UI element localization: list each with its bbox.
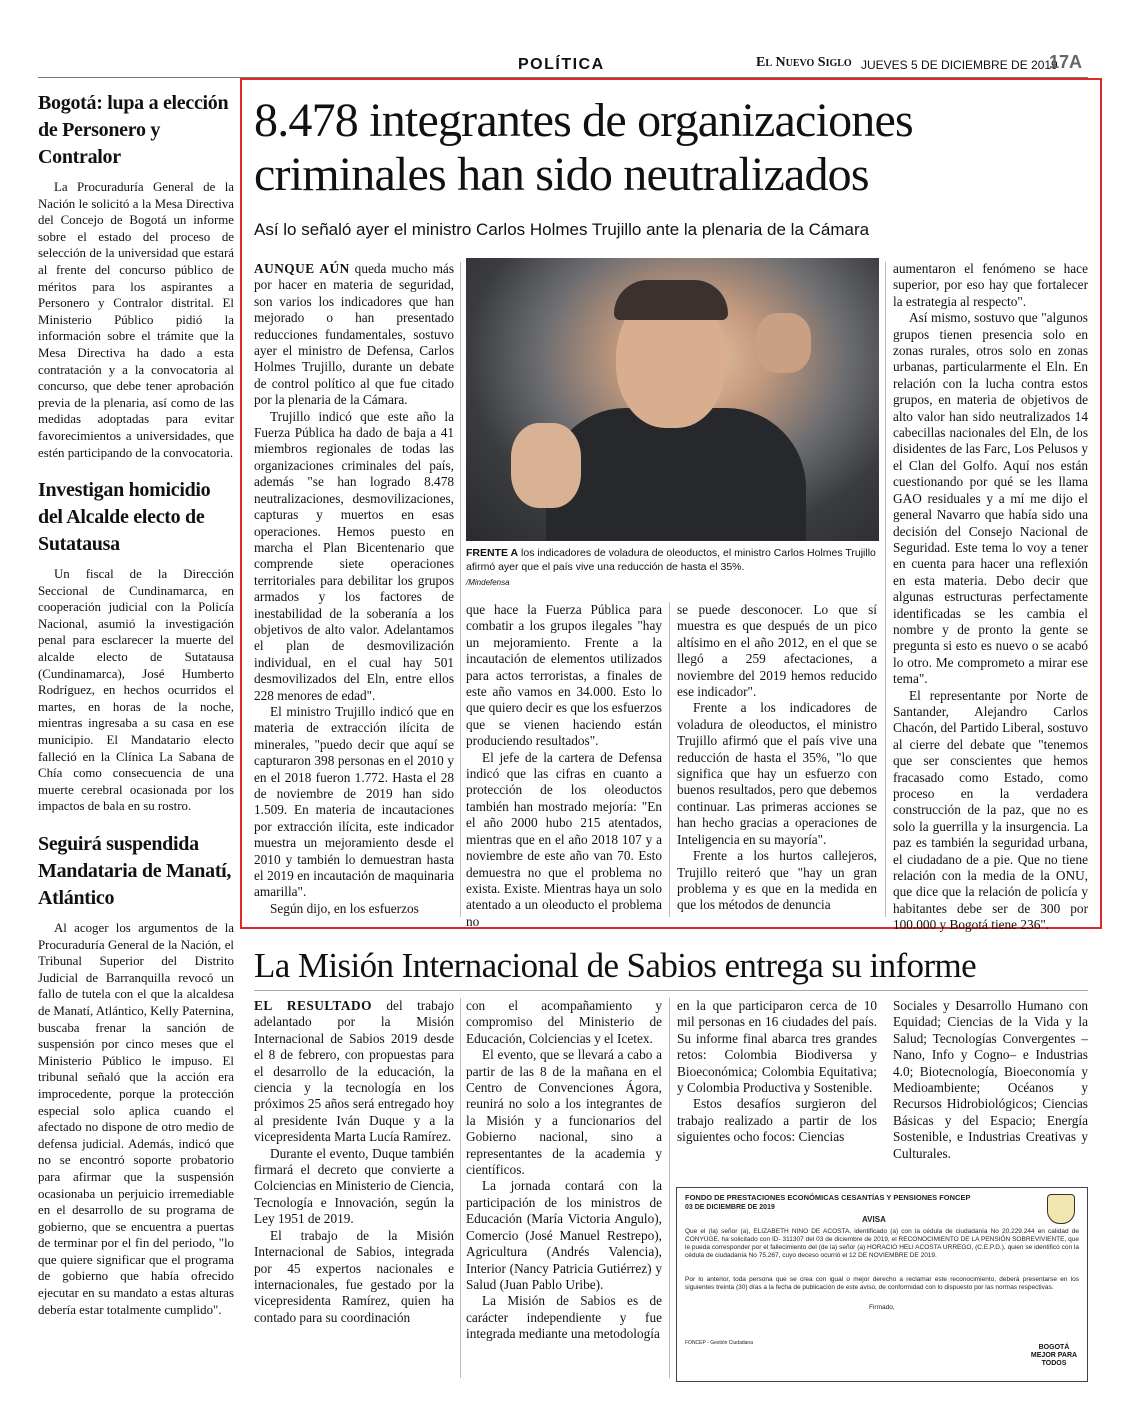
notice-date: 03 DE DICIEMBRE DE 2019 [685,1204,775,1211]
main-col3-p2: Frente a los indicadores de voladura de oleoductos, el ministro Trujillo afirmó que el país vive una reducción de hasta el 35%, "lo que significa que hay un esfuerzo con buenos resultados, pero que debemos continuar. Las primeras acciones se han hecho gracias a operaciones de Inteligencia en su mayoría". [677,700,877,847]
caption-lead: FRENTE A [466,547,519,559]
main-col-1 [254,261,454,917]
notice-title: AVISA [862,1215,886,1224]
sidebar-headline-2: Investigan homicidio del Alcalde electo de Sutatausa [38,479,211,556]
second-col1-p3: El trabajo de la Misión Internacional de Sabios, integrada por 45 expertos nacionales e internacionales, fue gestado por la vicepresidenta Ramírez, quien ha contado para su coordinación [254,1227,454,1325]
notice-body-2: Por lo anterior, toda persona que se crea con igual o mejor derecho a reclamar este reconocimiento, deberá presentarse en los siguientes treinta (30) días a la fecha de publicación de este aviso, de conformidad con lo dispuesto por las normas respectivas. [685,1276,1079,1291]
notice-body-1: Que el (la) señor (a), ELIZABETH NINO DE ACOSTA, identificado (a) con la cédula de ciudadanía No 20.229.244 en calidad de CONYUGE, ha solicitado con ID- 311307 del 03 de diciembre de 2019, el RECONOCIMIENTO DE LA PENSIÓN SOBREVIVIENTE, que le pueda corresponder por el fallecimiento del (de la) señor (a) HORACIO HELI ACOSTA URREGO, (C.E.P.D.), quien se identificó con la cédula de ciudadanía No 75.267, cuyo deceso ocurrió el 12 DE NOVIEMBRE DE 2019. [685,1228,1079,1259]
page-number: 17A [1049,52,1083,72]
photo-credit: /Mindefensa [466,578,510,587]
main-col3-p3: Frente a los hurtos callejeros, Trujillo reiteró que "hay un gran problema y es que en la medida en que los métodos de denuncia [677,848,877,913]
second-col4-p1: Sociales y Desarrollo Humano con Equidad; Ciencias de la Vida y la Salud; Tecnologías Convergentes –Nano, Info y Cogno– e Industrias 4.0; Biotecnología, Bioeconomía y Medioambiente; Océanos y Recursos Hidrobiológicos; Ciencias Básicas y del Espacio; Energía Sostenible, e Industrias Creativas y Culturales. [893,998,1088,1161]
second-lead: EL RESULTADO [254,998,372,1013]
main-col-3 [677,602,877,914]
main-col-divider-1 [460,262,461,917]
main-col1-p4: Según dijo, en los esfuerzos [270,900,419,916]
second-col-divider-2 [669,998,670,1378]
main-headline: 8.478 integrantes de organizaciones criminales han sido neutralizados [254,94,913,201]
minister-photo [466,258,879,541]
second-col-1 [254,998,454,1326]
main-col2-p2: El jefe de la cartera de Defensa indicó que las cifras en cuanto a protección de los oleoductos también han mostrado mejoría: "En el año 2000 hubo 215 atentados, mientras que en el año 2018 107 y a noviembre de este año van 70. Esto demuestra no que el problema no exista. Existe. Mientras haya un solo atentado a un oleoducto el problema no [466,749,662,929]
second-col1-p1 [254,998,454,1146]
caption-text: los indicadores de voladura de oleoductos, el ministro Carlos Holmes Trujillo afirmó ayer que el país vive una reducción de hasta el 35%. [466,547,876,573]
notice-footer: FONCEP - Gestión Ciudadana [685,1340,753,1346]
sidebar-body-2: Un fiscal de la Dirección Seccional de Cundinamarca, en cooperación judicial con la Policía Nacional, asumió la investigación penal para esclarecer la muerte del alcalde electo de Sutatausa (Cundinamarca), José Humberto Rodríguez, en hechos ocurridos el martes, en horas de la noche, mientras ingresaba a su casa en ese municipio. El Mandatario electo falleció en la Clínica La Sabana de Chía como consecuencia de una muerte cerebral ocasionada por los impactos de bala en su rostro. [38,567,234,814]
main-lead: AUNQUE AÚN [254,261,350,276]
second-col2-p3: La jornada contará con la participación de los ministros de Educación (María Victoria Angulo), Comercio (José Manuel Restrepo), Agricultura (Andrés Valencia), Interior (Nancy Patricia Gutiérrez) y Salud (Juan Pablo Uribe). [466,1178,662,1292]
second-rule [254,990,1088,991]
second-col2-p2: El evento, que se llevará a cabo a partir de las 8 de la mañana en el Centro de Convenciones Ágora, reunirá no solo a los integrantes de la Misión y a funcionarios del Gobierno nacional, sino a representantes de la academia y científicos. [466,1047,662,1178]
photo-hand-right [756,313,811,373]
second-col-3 [677,998,877,1146]
second-col-2 [466,998,662,1343]
notice-signed: Firmado, [869,1304,895,1311]
main-col1-p2: Trujillo indicó que este año la Fuerza Pública ha dado de baja a 41 miembros regionales de todas las organizaciones criminales del país, además "se han logrado 8.478 neutralizaciones, desmovilizaciones, capturas y muertos en esas operaciones. Hemos puesto en marcha el Plan Bicentenario que comprende siete operaciones territoriales para debilitar los grupos armados y los factores de inestabilidad de la soberanía a los objetivos de alto valor. Adelantamos el plan de desmovilización individual, en el cual hay 501 desmovilizados del Eln, entre ellos 228 menores de edad". [254,408,454,703]
second-col2-p4: La Misión de Sabios es de carácter independiente y fue integrada mediante una metodología [466,1293,662,1342]
main-subhead: Así lo señaló ayer el ministro Carlos Holmes Trujillo ante la plenaria de la Cámara [254,220,870,239]
main-col-4 [893,261,1088,934]
sidebar-body-1: La Procuraduría General de la Nación le solicitó a la Mesa Directiva del Concejo de Bogotá un informe sobre el estado del proceso de selección de la universidad que estará al frente del concurso público de méritos para los aspirantes a Personero y Contralor distrital. El Ministerio Público pidió la información sobre el trámite que la Mesa Directiva ha dado a esta contratación y a la convocatoria al concurso, que debe tener aprobación previa de la plenaria, así como de las medidas adoptadas para evitar favorecimientos a universidades, que estén participando de la convocatoria. [38,180,234,460]
second-col3-p1: en la que participaron cerca de 10 mil personas en 16 ciudades del país. Su informe final abarca tres grandes retos: Colombia Biodiversa y Bioeconómica; Colombia Equitativa; y Colombia Productiva y Sostenible. [677,998,877,1096]
sidebar-headline-3: Seguirá suspendida Mandataria de Manatí, Atlántico [38,833,232,909]
second-col3-p2: Estos desafíos surgieron del trabajo realizado a partir de los siguientes ocho focos: Ciencias [677,1096,877,1145]
sidebar-body-3: Al acoger los argumentos de la Procuraduría General de la Nación, el Tribunal Superior del Distrito Judicial de Barranquilla revocó un fallo de tutela con el que la alcaldesa de Manatí, Atlántico, Kelly Paternina, buscaba frenar la sanción de suspensión por cinco meses que el Ministerio Público le impuso. El tribunal señaló que la acción era improcedente, porque la protección especial solo aplica cuando el afectado no dispone de otro medio de defensa judicial. Además, indicó que no se encontró soporte probatorio para afirmar que la suspensión ocasionaba un perjuicio irremediable en el desarrollo de su programa de gobierno, que se encuentra a puertas de terminar por el fin del periodo, "lo que quiere significar que el programa de gobierno que había ofrecido ejecutar en su mandato a estas alturas debería estar totalmente cumplido". [38,921,234,1317]
notice-org: FONDO DE PRESTACIONES ECONÓMICAS CESANTÍAS Y PENSIONES FONCEP [685,1193,971,1202]
main-col2-p1: que hace la Fuerza Pública para combatir a los grupos ilegales "hay un mejoramiento. Frente a la incautación de elementos utilizados para actos terroristas, a finales de este año vamos en 34.000. Esto lo que quiero decir es que los esfuerzos que se vienen haciendo están produciendo resultados". [466,602,662,749]
second-headline: La Misión Internacional de Sabios entrega su informe [254,946,977,985]
sidebar-story-3 [38,920,234,1318]
second-col-4 [893,998,1088,1162]
second-col1-p2: Durante el evento, Duque también firmará el decreto que convierte a Colciencias en Ministerio de Ciencia, Tecnología e Innovación, según la Ley 1951 de 2019. [254,1145,454,1227]
sidebar [38,90,234,1318]
main-col1-p3: El ministro Trujillo indicó que en materia de extracción ilícita de minerales, "puedo decir que aquí se capturaron 398 personas en el 2010 y en el 2018 fueron 1.772. Hasta el 28 de noviembre de 2019 han sido 1.509. En materia de incautaciones por extracción ilícita, este indicador muestra un mejoramiento desde el 2010 y también lo demuestran hasta el 2019 en incautación de maquinaria amarilla". [254,703,454,900]
paper-name: El Nuevo Siglo [756,55,852,70]
main-col4-p3: El representante por Norte de Santander, Alejandro Carlos Chacón, del Partido Liberal, sostuvo al cierre del debate que "tenemos que ser conscientes que hemos fracasado como Estado, como proceso en la verdadera construcción de la paz, que no es solo la guerrilla y la insurgencia. La paz es también la seguridad urbana, el ciudadano de a pie. Que no tiene relación con la media de la ONU, que dice que la relación de policía y habitantes debe ser de 300 por 100.000 y Bogotá tiene 236". [893,687,1088,933]
main-col-2 [466,602,662,930]
bogota-logo: BOGOTÁ MEJOR PARA TODOS [1030,1344,1078,1367]
main-col1-text1: queda mucho más por hacer en materia de seguridad, son varios los indicadores que han mejorado o han presentado reducciones fundamentales, sostuvo ayer el ministro de Defensa, Carlos Holmes Trujillo, durante un debate de control político al que fue citado por la plenaria de la Cámara. [254,261,454,408]
sidebar-story-2 [38,566,234,815]
legal-notice [676,1187,1088,1382]
main-col4-p2: Así mismo, sostuvo que "algunos grupos tienen presencia solo en zonas rurales, otros solo en zonas urbanas, particularmente el Eln. En relación con la lucha contra estos grupos, en materia de objetivos de alto valor han sido neutralizados 14 cabecillas nacionales del Eln, de los disidentes de las Farc, Los Pelusos y el Clan del Golfo. Aquí nos están cuestionando por qué se les llama GAO residuales y a mí me dijo el general Navarro que había sido una decisión del Consejo Nacional de Seguridad. Este tema lo voy a tener en cuenta para hacer una reflexión en esta materia. Debo decir que algunas estructuras perfectamente identificadas se les cambia el nombre y de pronto la gente se pregunta si esto es nuevo o se acabó lo otro. Me comprometo a mirar ese tema". [893,310,1088,687]
second-col-divider-1 [460,998,461,1378]
section-label: POLÍTICA [518,56,605,73]
second-col1-text1: del trabajo adelantado por la Misión Internacional de Sabios 2019 desde el 8 de febrero, con propuestas para el desarrollo de la educación, la ciencia y la tecnología en los próximos 25 años será entregado hoy al presidente Iván Duque y a la vicepresidenta Marta Lucía Ramírez. [254,998,454,1145]
issue-date: JUEVES 5 DE DICIEMBRE DE 2019 [861,58,1058,72]
second-col2-p1: con el acompañamiento y compromiso del Ministerio de Educación, Colciencias y el Icetex. [466,998,662,1046]
photo-caption [466,546,878,574]
photo-hand [511,423,581,508]
photo-hair [614,280,728,320]
notice-crest-icon [1047,1194,1075,1224]
main-col4-p1: aumentaron el fenómeno se hace superior, por eso hay que fortalecer la estrategia al respecto". [893,261,1088,309]
main-col-divider-3 [885,262,886,917]
sidebar-headline-1: Bogotá: lupa a elección de Personero y Contralor [38,92,229,168]
sidebar-story-1 [38,179,234,461]
main-col-divider-2 [669,602,670,917]
main-col1-p1 [254,261,454,409]
main-col3-p1: se puede desconocer. Lo que sí muestra es que después de un pico altísimo en el año 2012, en el que se llegó a 259 afectaciones, a noviembre del 2019 hemos reducido ese indicador". [677,602,877,700]
